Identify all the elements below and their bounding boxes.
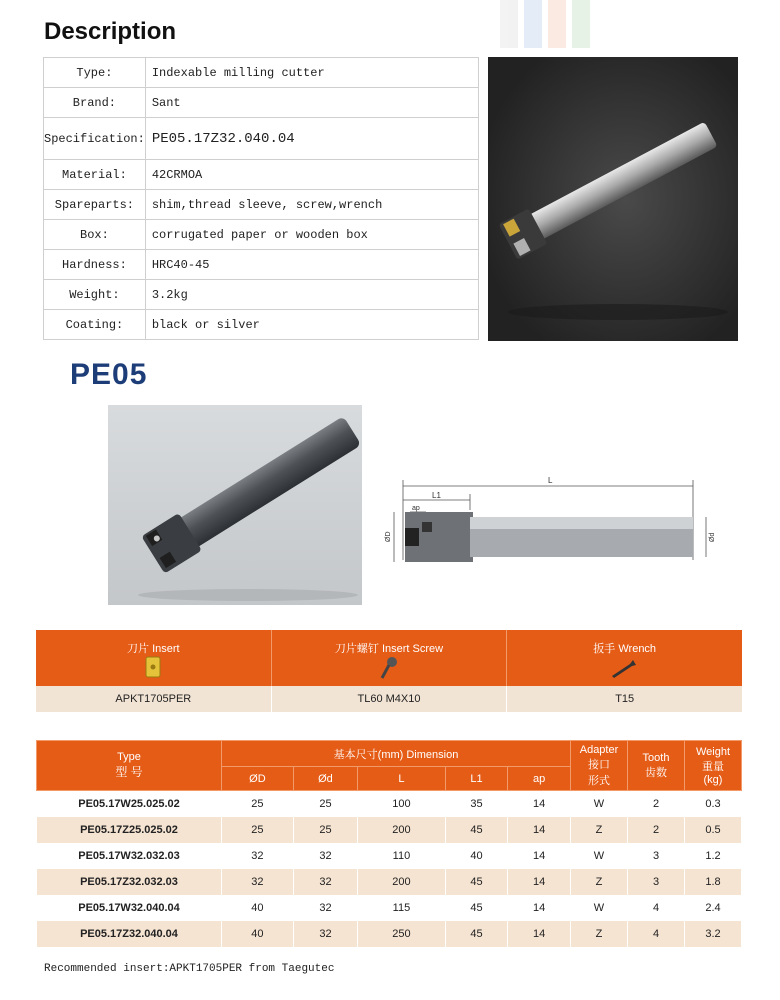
weight-header-cn: 重量: [702, 760, 724, 773]
cell-tooth: 2: [628, 791, 685, 818]
insert-value: APKT1705PER: [36, 686, 272, 712]
insert-header: [36, 630, 272, 686]
cell-adapter: W: [571, 843, 628, 869]
cell-ap: 14: [508, 817, 571, 843]
dim-label-od: ØD: [385, 531, 392, 542]
cell-type: PE05.17W32.032.03: [37, 843, 222, 869]
cell-l: 250: [358, 921, 446, 947]
spec-key: Weight:: [44, 280, 146, 310]
cell-tooth: 3: [628, 869, 685, 895]
spec-key: Specification:: [44, 118, 146, 160]
cell-type: PE05.17Z25.025.02: [37, 817, 222, 843]
adapter-header-cn: 接口: [588, 758, 610, 771]
insert-screw-header-label: 刀片螺钉 Insert Screw: [334, 643, 444, 655]
cell-d: 32: [293, 921, 357, 947]
cell-tooth: 3: [628, 843, 685, 869]
dimension-column-header: ØD: [222, 767, 294, 791]
table-row: [37, 791, 742, 818]
insert-screw-value: TL60 M4X10: [272, 686, 508, 712]
spec-value: PE05.17Z32.040.04: [145, 118, 478, 160]
dimension-table: [36, 740, 742, 947]
spec-key: Type:: [44, 58, 146, 88]
cell-d: 32: [293, 843, 357, 869]
page-title: Description: [44, 18, 177, 45]
dim-label-ap: ap: [412, 505, 420, 512]
type-header: [37, 741, 222, 791]
cell-adapter: W: [571, 791, 628, 818]
spec-row: [44, 58, 479, 88]
cell-weight: 3.2: [685, 921, 742, 947]
cell-adapter: W: [571, 895, 628, 921]
screw-icon: [379, 656, 399, 683]
cell-type: PE05.17W32.040.04: [37, 895, 222, 921]
spec-row: [44, 310, 479, 340]
tooth-header: [628, 741, 685, 791]
spec-value: Sant: [145, 88, 478, 118]
cell-weight: 1.2: [685, 843, 742, 869]
spec-value: 42CRMOA: [145, 160, 478, 190]
cell-adapter: Z: [571, 869, 628, 895]
cell-ap: 14: [508, 843, 571, 869]
cell-l1: 45: [445, 817, 508, 843]
spec-key: Hardness:: [44, 250, 146, 280]
dim-label-l1: L1: [432, 491, 441, 500]
cell-d: 25: [293, 791, 357, 818]
dimension-column-header: ap: [508, 767, 571, 791]
cell-tooth: 4: [628, 895, 685, 921]
spec-key: Coating:: [44, 310, 146, 340]
type-header-label: Type: [117, 751, 141, 763]
spec-value: black or silver: [145, 310, 478, 340]
cell-l1: 45: [445, 895, 508, 921]
cell-type: PE05.17Z32.040.04: [37, 921, 222, 947]
spec-row: [44, 118, 479, 160]
cell-l: 100: [358, 791, 446, 818]
cell-ap: 14: [508, 895, 571, 921]
adapter-header-label: Adapter: [579, 743, 619, 756]
cell-weight: 0.3: [685, 791, 742, 818]
spec-row: [44, 88, 479, 118]
wrench-header-label: 扳手 Wrench: [593, 643, 657, 655]
dim-label-d: Ød: [709, 532, 716, 542]
cell-tooth: 4: [628, 921, 685, 947]
wrench-value: T15: [615, 693, 635, 705]
spec-value: shim,thread sleeve, screw,wrench: [145, 190, 478, 220]
spec-key: Material:: [44, 160, 146, 190]
cell-d: 25: [293, 817, 357, 843]
dimension-column-header: L: [358, 767, 446, 791]
weight-header-label: Weight: [695, 745, 731, 758]
cell-ap: 14: [508, 921, 571, 947]
footnote: Recommended insert:APKT1705PER from Taegutec: [44, 963, 335, 975]
dimension-group-header: 基本尺寸(mm) Dimension: [222, 741, 571, 767]
cell-l1: 45: [445, 869, 508, 895]
dimension-column-header: Ød: [293, 767, 357, 791]
watermark-graphic: [420, 0, 620, 50]
tooth-header-label: Tooth: [642, 751, 670, 764]
cell-od: 25: [222, 817, 294, 843]
spec-value: Indexable milling cutter: [145, 58, 478, 88]
spec-value: HRC40-45: [145, 250, 478, 280]
insert-header-label: 刀片 Insert: [127, 643, 180, 655]
spec-value: corrugated paper or wooden box: [145, 220, 478, 250]
cell-weight: 1.8: [685, 869, 742, 895]
tooth-header-cn: 齿数: [645, 766, 667, 779]
cell-weight: 2.4: [685, 895, 742, 921]
product-photo: [488, 57, 738, 341]
spec-row: [44, 250, 479, 280]
cell-weight: 0.5: [685, 817, 742, 843]
cell-type: PE05.17Z32.032.03: [37, 869, 222, 895]
cell-tooth: 2: [628, 817, 685, 843]
cell-l1: 45: [445, 921, 508, 947]
spec-value: 3.2kg: [145, 280, 478, 310]
cell-d: 32: [293, 869, 357, 895]
cell-ap: 14: [508, 869, 571, 895]
adapter-header: [571, 741, 628, 791]
cell-adapter: Z: [571, 921, 628, 947]
table-row: [37, 921, 742, 947]
insert-screw-header: [272, 630, 508, 686]
cell-od: 40: [222, 921, 294, 947]
cell-d: 32: [293, 895, 357, 921]
spec-key: Brand:: [44, 88, 146, 118]
cell-l: 200: [358, 869, 446, 895]
series-title: PE05: [70, 358, 148, 391]
spec-row: [44, 280, 479, 310]
cell-ap: 14: [508, 791, 571, 818]
wrench-header: [507, 630, 742, 686]
table-row: [37, 843, 742, 869]
cell-od: 25: [222, 791, 294, 818]
adapter-header-cn2: 形式: [588, 774, 610, 787]
spec-key: Box:: [44, 220, 146, 250]
cell-l1: 35: [445, 791, 508, 818]
cell-od: 32: [222, 843, 294, 869]
cell-l: 110: [358, 843, 446, 869]
spec-key: Spareparts:: [44, 190, 146, 220]
table-row: [37, 895, 742, 921]
cell-l: 115: [358, 895, 446, 921]
table-row: [37, 869, 742, 895]
accessories-table: [36, 630, 742, 712]
spec-row: [44, 190, 479, 220]
table-row: [37, 817, 742, 843]
tool-render: [108, 405, 362, 605]
cell-od: 40: [222, 895, 294, 921]
weight-unit: (kg): [703, 773, 723, 786]
technical-drawing: [380, 470, 725, 580]
weight-header: [685, 741, 742, 791]
cell-l: 200: [358, 817, 446, 843]
wrench-icon: [610, 656, 640, 683]
dimension-column-header: L1: [445, 767, 508, 791]
insert-icon: [145, 656, 161, 681]
cell-adapter: Z: [571, 817, 628, 843]
cell-od: 32: [222, 869, 294, 895]
cell-l1: 40: [445, 843, 508, 869]
dim-label-l: L: [548, 476, 553, 485]
spec-row: [44, 220, 479, 250]
spec-table: [43, 57, 479, 340]
cell-type: PE05.17W25.025.02: [37, 791, 222, 818]
spec-row: [44, 160, 479, 190]
type-header-cn: 型 号: [115, 765, 143, 779]
